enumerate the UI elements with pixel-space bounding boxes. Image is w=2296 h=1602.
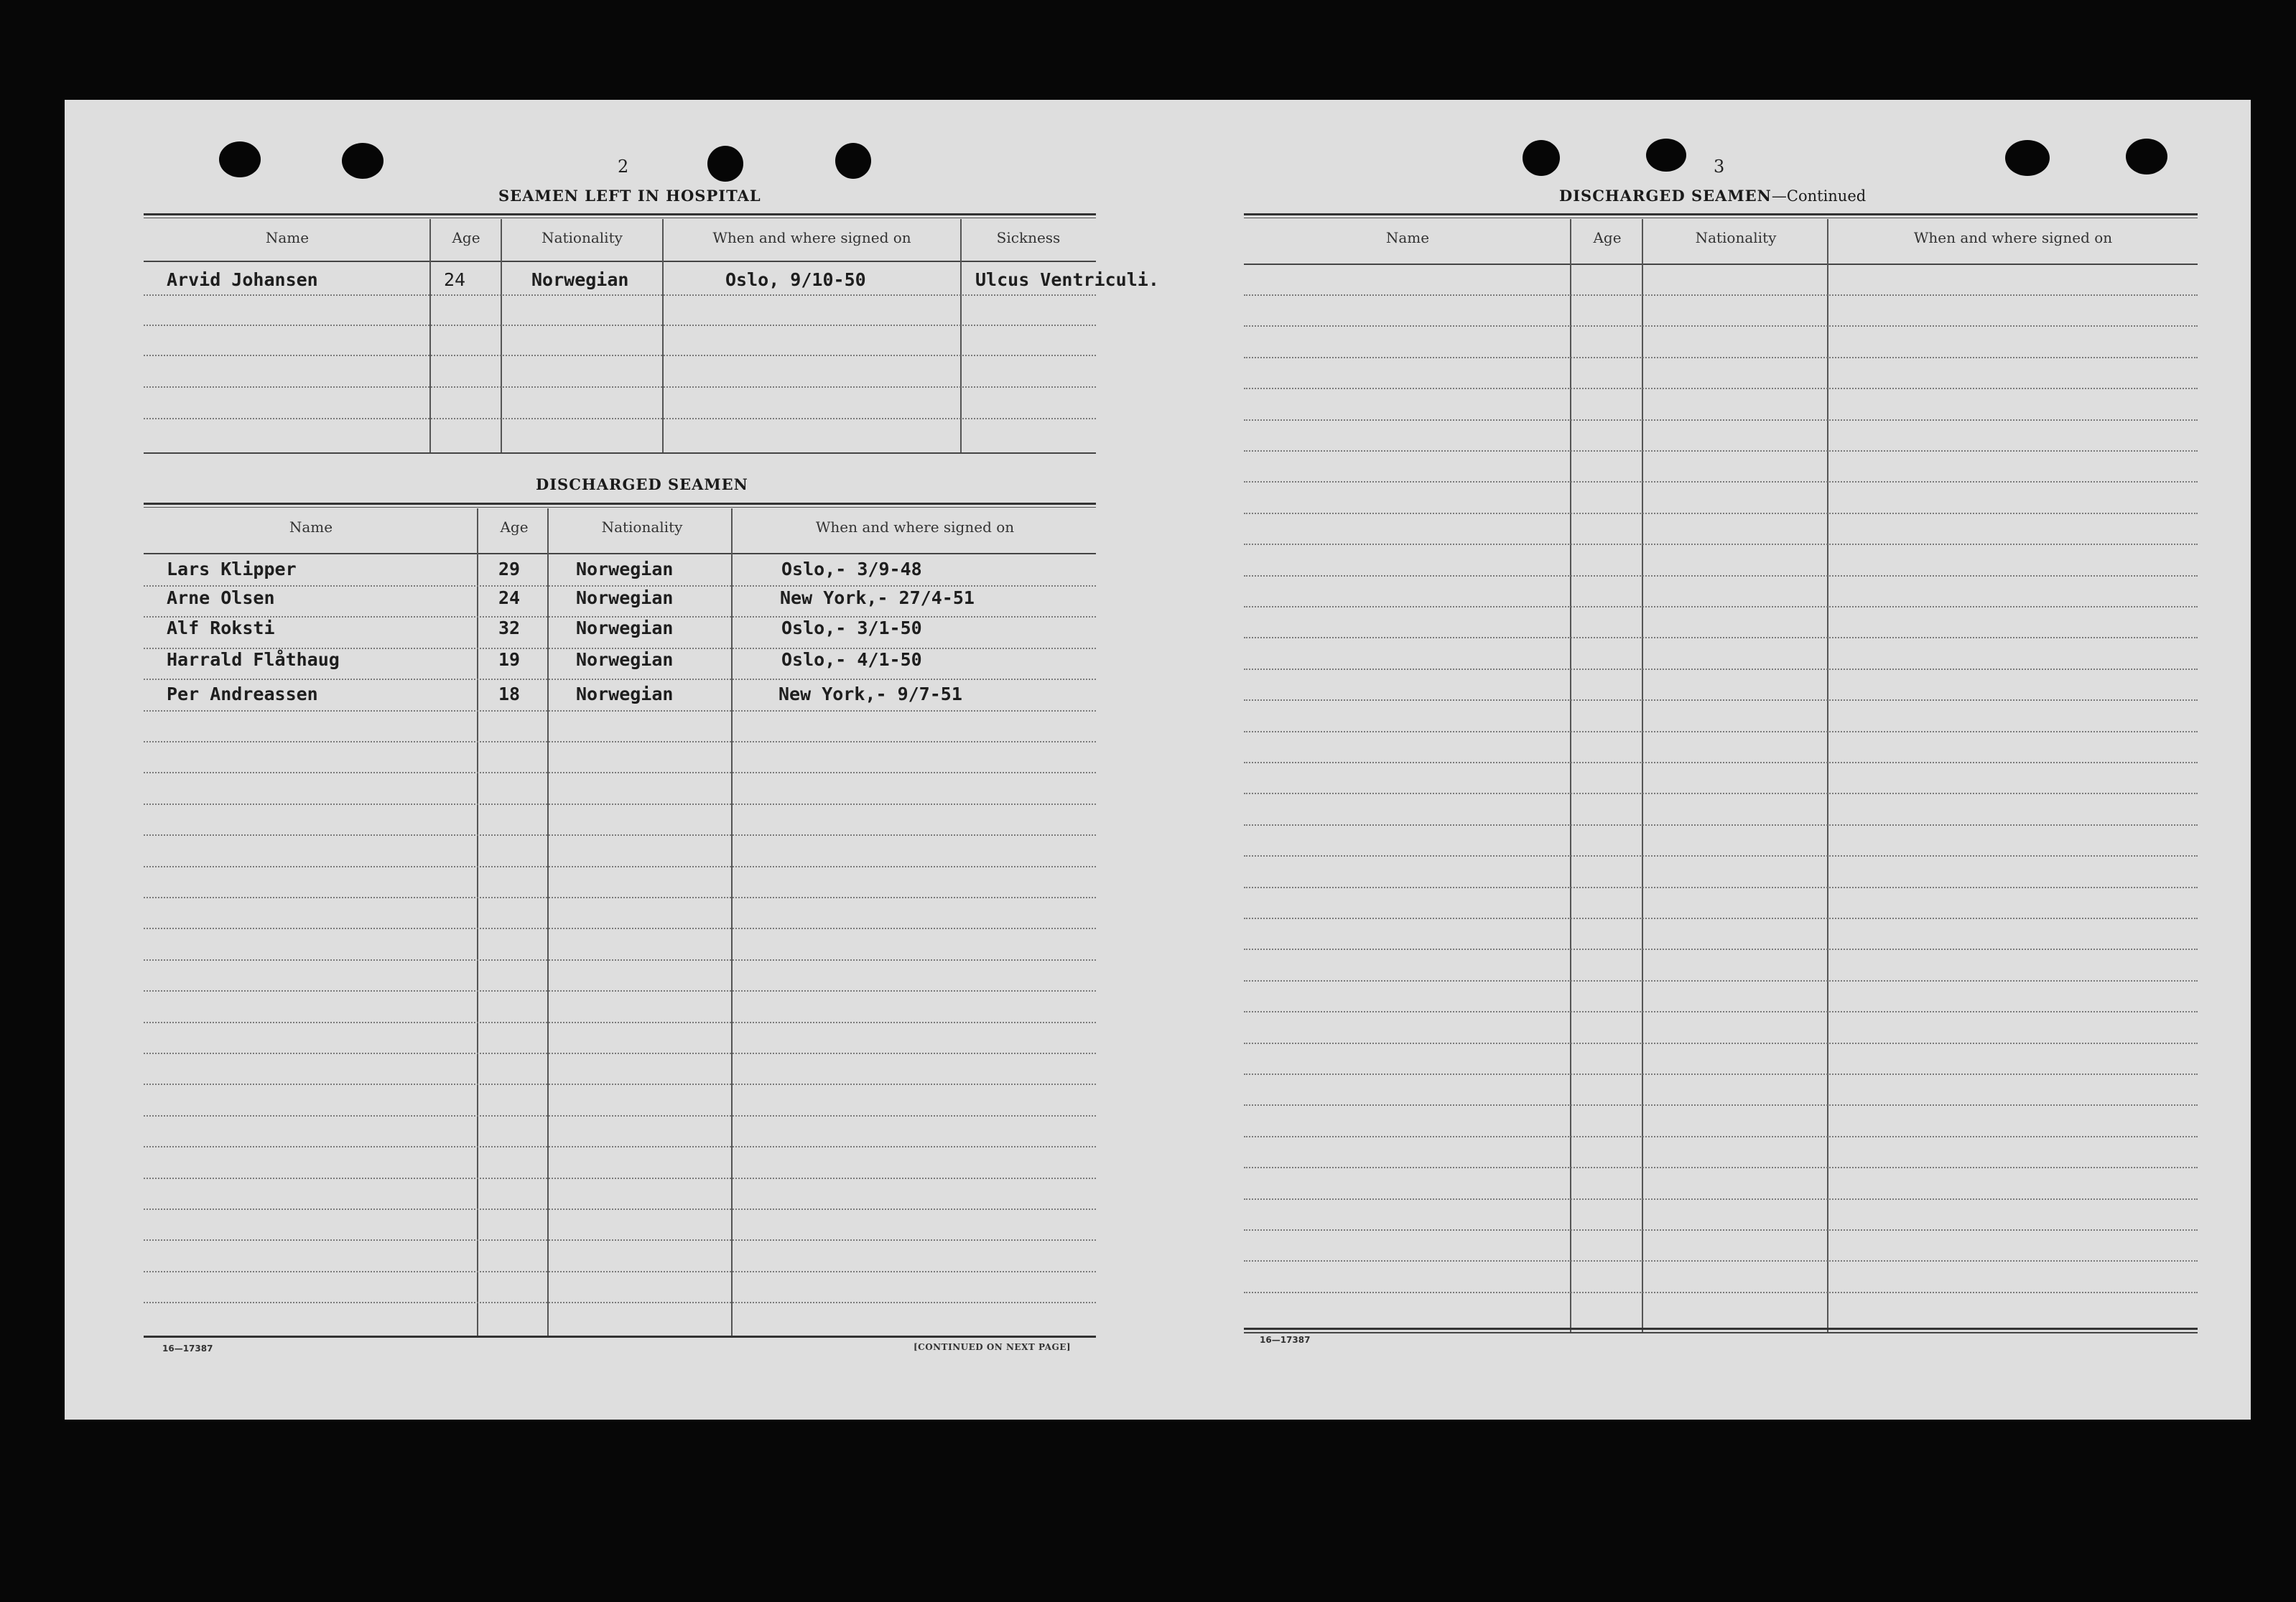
discharged-cell-nationality: Norwegian [576,559,674,579]
row-rule [144,1084,1096,1085]
row-rule [144,1115,1096,1117]
discharged-cell-age: 29 [498,559,521,579]
punch-hole [1646,139,1686,172]
col-header-nationality: Nationality [1695,229,1777,246]
discharged-cell-nationality: Norwegian [576,649,674,670]
page-number-right: 3 [1714,157,1725,177]
discharged-continued-title [1559,187,1866,205]
row-rule [1244,1167,2198,1168]
row-rule [1244,325,2198,327]
row-rule [1244,513,2198,514]
col-header-age: Age [1593,229,1622,246]
col-header-sickness: Sickness [996,229,1061,246]
form-number-right: 16—17387 [1260,1335,1311,1345]
row-rule [1244,450,2198,452]
col-header-name: Name [265,229,310,246]
col-header-age: Age [500,518,529,536]
row-rule [1244,1292,2198,1293]
row-rule [1244,855,2198,857]
punch-hole [342,143,384,179]
row-rule [1244,731,2198,732]
discharged-cell-signed-on: Oslo,- 3/1-50 [781,618,922,638]
row-rule [1244,699,2198,701]
discharged-cell-name: Harrald Flåthaug [167,649,340,670]
row-rule [1244,357,2198,358]
row-rule [144,710,1096,712]
row-rule [1244,887,2198,888]
discharged-cell-nationality: Norwegian [576,684,674,704]
hospital-cell-name: Arvid Johansen [167,269,318,290]
row-rule [144,679,1096,680]
row-rule [144,1209,1096,1210]
row-rule [144,834,1096,836]
row-rule [1244,637,2198,638]
row-rule [1244,544,2198,545]
row-rule [144,1239,1096,1241]
row-rule [144,959,1096,961]
row-rule [1244,980,2198,982]
form-number-left: 16—17387 [162,1343,213,1354]
col-header-signed-on: When and where signed on [712,229,911,246]
punch-hole [707,146,743,182]
col-header-signed-on: When and where signed on [1913,229,2113,246]
discharged-cell-signed-on: New York,- 27/4-51 [780,587,975,608]
row-rule [1244,606,2198,607]
row-rule [144,866,1096,867]
row-rule [1244,669,2198,670]
row-rule [1244,419,2198,421]
hospital-cell-signed-on: Oslo, 9/10-50 [725,269,866,290]
discharged-continued-table [1244,213,2198,1333]
row-rule [1244,388,2198,389]
discharged-cell-signed-on: New York,- 9/7-51 [778,684,962,704]
row-rule [1244,1011,2198,1012]
col-header-nationality: Nationality [542,229,623,246]
row-rule [1244,1198,2198,1200]
col-header-signed-on: When and where signed on [815,518,1015,536]
continued-note: [CONTINUED ON NEXT PAGE] [914,1342,1072,1352]
row-rule [1244,575,2198,577]
discharged-cell-age: 24 [498,587,521,608]
discharged-continued-title-main: DISCHARGED SEAMEN [1559,187,1772,205]
punch-hole [2005,140,2050,176]
row-rule [1244,762,2198,763]
row-rule [144,928,1096,929]
row-rule [1244,294,2198,296]
punch-hole [835,143,871,179]
row-rule [1244,793,2198,794]
col-header-name: Name [1385,229,1430,246]
row-rule [1244,1136,2198,1137]
row-rule [1244,1229,2198,1231]
hospital-cell-nationality: Norwegian [531,269,629,290]
discharged-cell-age: 19 [498,649,521,670]
row-rule [144,897,1096,898]
discharged-table [144,503,1096,1336]
hospital-table [144,213,1159,454]
row-rule [1244,824,2198,826]
col-header-name: Name [289,518,333,536]
page-number-left: 2 [618,157,629,177]
row-rule [1244,949,2198,950]
row-rule [1244,1074,2198,1075]
row-rule [144,741,1096,742]
discharged-cell-nationality: Norwegian [576,618,674,638]
punch-hole [219,141,261,177]
discharged-cell-signed-on: Oslo,- 4/1-50 [781,649,922,670]
col-header-nationality: Nationality [601,518,683,536]
discharged-cell-signed-on: Oslo,- 3/9-48 [781,559,922,579]
row-rule [1244,481,2198,483]
discharged-continued-title-suffix: —Continued [1771,187,1867,205]
row-rule [144,772,1096,773]
hospital-section-title: SEAMEN LEFT IN HOSPITAL [498,187,761,205]
discharged-cell-name: Per Andreassen [167,684,318,704]
col-header-age: Age [452,229,480,246]
punch-hole [1523,140,1560,176]
discharged-cell-age: 18 [498,684,521,704]
discharged-cell-nationality: Norwegian [576,587,674,608]
discharged-cell-age: 32 [498,618,521,638]
hospital-cell-sickness: Ulcus Ventriculi. [975,269,1159,290]
row-rule [1244,918,2198,919]
punch-hole [2126,139,2167,174]
row-rule [144,1271,1096,1272]
discharged-cell-name: Alf Roksti [167,618,275,638]
discharged-section-title: DISCHARGED SEAMEN [536,475,748,493]
row-rule [144,1053,1096,1054]
row-rule [1244,1260,2198,1262]
row-rule [144,1022,1096,1023]
row-rule [144,1302,1096,1303]
row-rule [144,1146,1096,1147]
row-rule [1244,1043,2198,1044]
row-rule [144,1178,1096,1179]
row-rule [1244,1104,2198,1106]
discharged-cell-name: Arne Olsen [167,587,275,608]
hospital-cell-age: 24 [444,269,466,290]
row-rule [144,804,1096,805]
row-rule [144,990,1096,992]
discharged-cell-name: Lars Klipper [167,559,297,579]
row-rule [144,585,1096,587]
